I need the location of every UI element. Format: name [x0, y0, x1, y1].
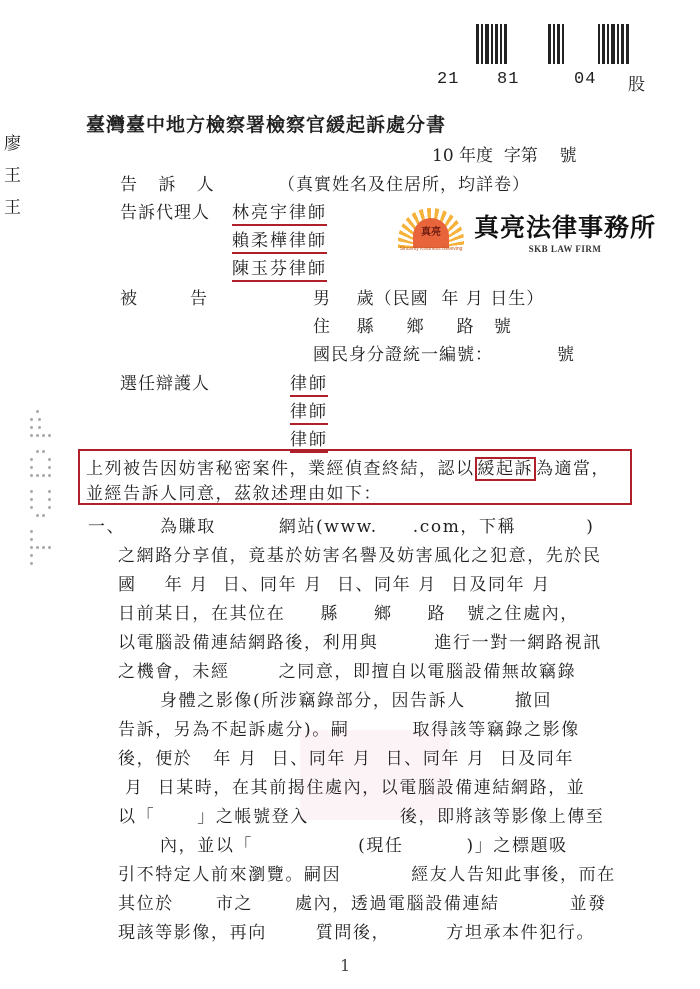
page-number: 1	[340, 956, 351, 975]
defense-counsel-label: 選任辯護人	[120, 374, 210, 394]
document-title: 臺灣臺中地方檢察署檢察官緩起訴處分書	[86, 114, 447, 136]
complainant-value: （真實姓名及住居所，均詳卷）	[278, 175, 530, 195]
complainant-agent-label: 告訴代理人	[120, 203, 210, 223]
unit-label: 股	[628, 77, 646, 96]
reason-line: 日前某日，在其位在 縣 鄉 路 號之住處內，	[118, 604, 579, 624]
barcode-2	[548, 24, 564, 64]
barcode-3	[598, 24, 629, 64]
reason-line: 告訴，另為不起訴處分)。嗣 取得該等竊錄之影像	[118, 720, 580, 740]
defense-lawyer-2: 律師	[290, 397, 328, 425]
binding-hole-dots	[26, 408, 50, 568]
defendant-info-line2: 住 縣 鄉 路 號	[313, 317, 512, 337]
summary-line-1: 上列被告因妨害秘密案件，業經偵查終結，認以 緩起訴 為適當，	[86, 459, 610, 479]
barcode-number-1: 21	[437, 70, 460, 89]
side-name: 王	[4, 198, 21, 218]
reason-line: 身體之影像(所涉竊錄部分，因告訴人 撤回	[118, 691, 553, 711]
case-number: 10 年度 字第 號	[432, 146, 577, 166]
law-firm-name: 真亮法律事務所	[474, 213, 657, 242]
reason-line: 引不特定人前來瀏覽。嗣因 經友人告知此事後，而在	[118, 865, 616, 885]
agent-lawyer-2: 賴柔樺律師	[232, 226, 327, 254]
side-name: 廖	[4, 134, 21, 154]
reason-line: 以「 」之帳號登入 後，即將該等影像上傳至	[118, 807, 605, 827]
item-marker: 一、	[88, 517, 126, 537]
side-names	[4, 128, 28, 224]
summary-box	[78, 449, 632, 505]
reason-line: 其位於 市之 處內，透過電腦設備連結 並發	[118, 894, 607, 914]
reason-line: 為賺取 網站(www. .com，下稱 )	[118, 517, 595, 537]
side-name: 王	[4, 166, 21, 186]
barcode-1	[476, 24, 507, 64]
barcode-number-2: 81	[497, 70, 520, 89]
reason-line: 現該等影像，再向 質問後， 方坦承本件犯行。	[118, 923, 596, 943]
sun-logo-icon: 真亮 Sincerity Kindness Believing	[398, 208, 464, 254]
reason-line: 國 年 月 日、同年 月 日、同年 月 日及同年 月	[118, 575, 551, 595]
reason-line: 以電腦設備連結網路後，利用與 進行一對一網路視訊	[118, 633, 602, 653]
defense-lawyer-3: 律師	[290, 425, 328, 453]
defendant-info-line3: 國民身分證統一編號： 號	[313, 345, 576, 365]
law-firm-name-en: SKB LAW FIRM	[528, 244, 602, 254]
defendant-info-line1: 男 歲（民國 年 月 日生）	[313, 289, 545, 309]
reason-line: 後，便於 年 月 日、同年 月 日、同年 月 日及同年	[118, 749, 575, 769]
defendant-label-left: 被	[120, 289, 138, 309]
reason-line: 之機會，未經 之同意，即擅自以電腦設備無故竊錄	[118, 662, 577, 682]
barcode-number-3: 04	[574, 70, 597, 89]
complainant-label: 告 訴 人	[120, 175, 222, 195]
reason-line: 內，並以「 (現任 )」之標題吸	[118, 836, 568, 856]
defense-lawyer-1: 律師	[290, 369, 328, 397]
agent-lawyer-1: 林亮宇律師	[232, 198, 327, 226]
summary-line-2: 並經告訴人同意，茲敘述理由如下：	[86, 484, 382, 504]
law-firm-logo	[398, 208, 656, 254]
reason-line: 月 日某時，在其前揭住處內，以電腦設備連結網路，並	[118, 778, 586, 798]
agent-lawyer-3: 陳玉芬律師	[232, 254, 327, 282]
defendant-label-right: 告	[190, 289, 208, 309]
deferred-prosecution-highlight: 緩起訴	[475, 457, 537, 481]
reason-line: 之網路分享值，竟基於妨害名譽及妨害風化之犯意，先於民	[118, 546, 602, 566]
